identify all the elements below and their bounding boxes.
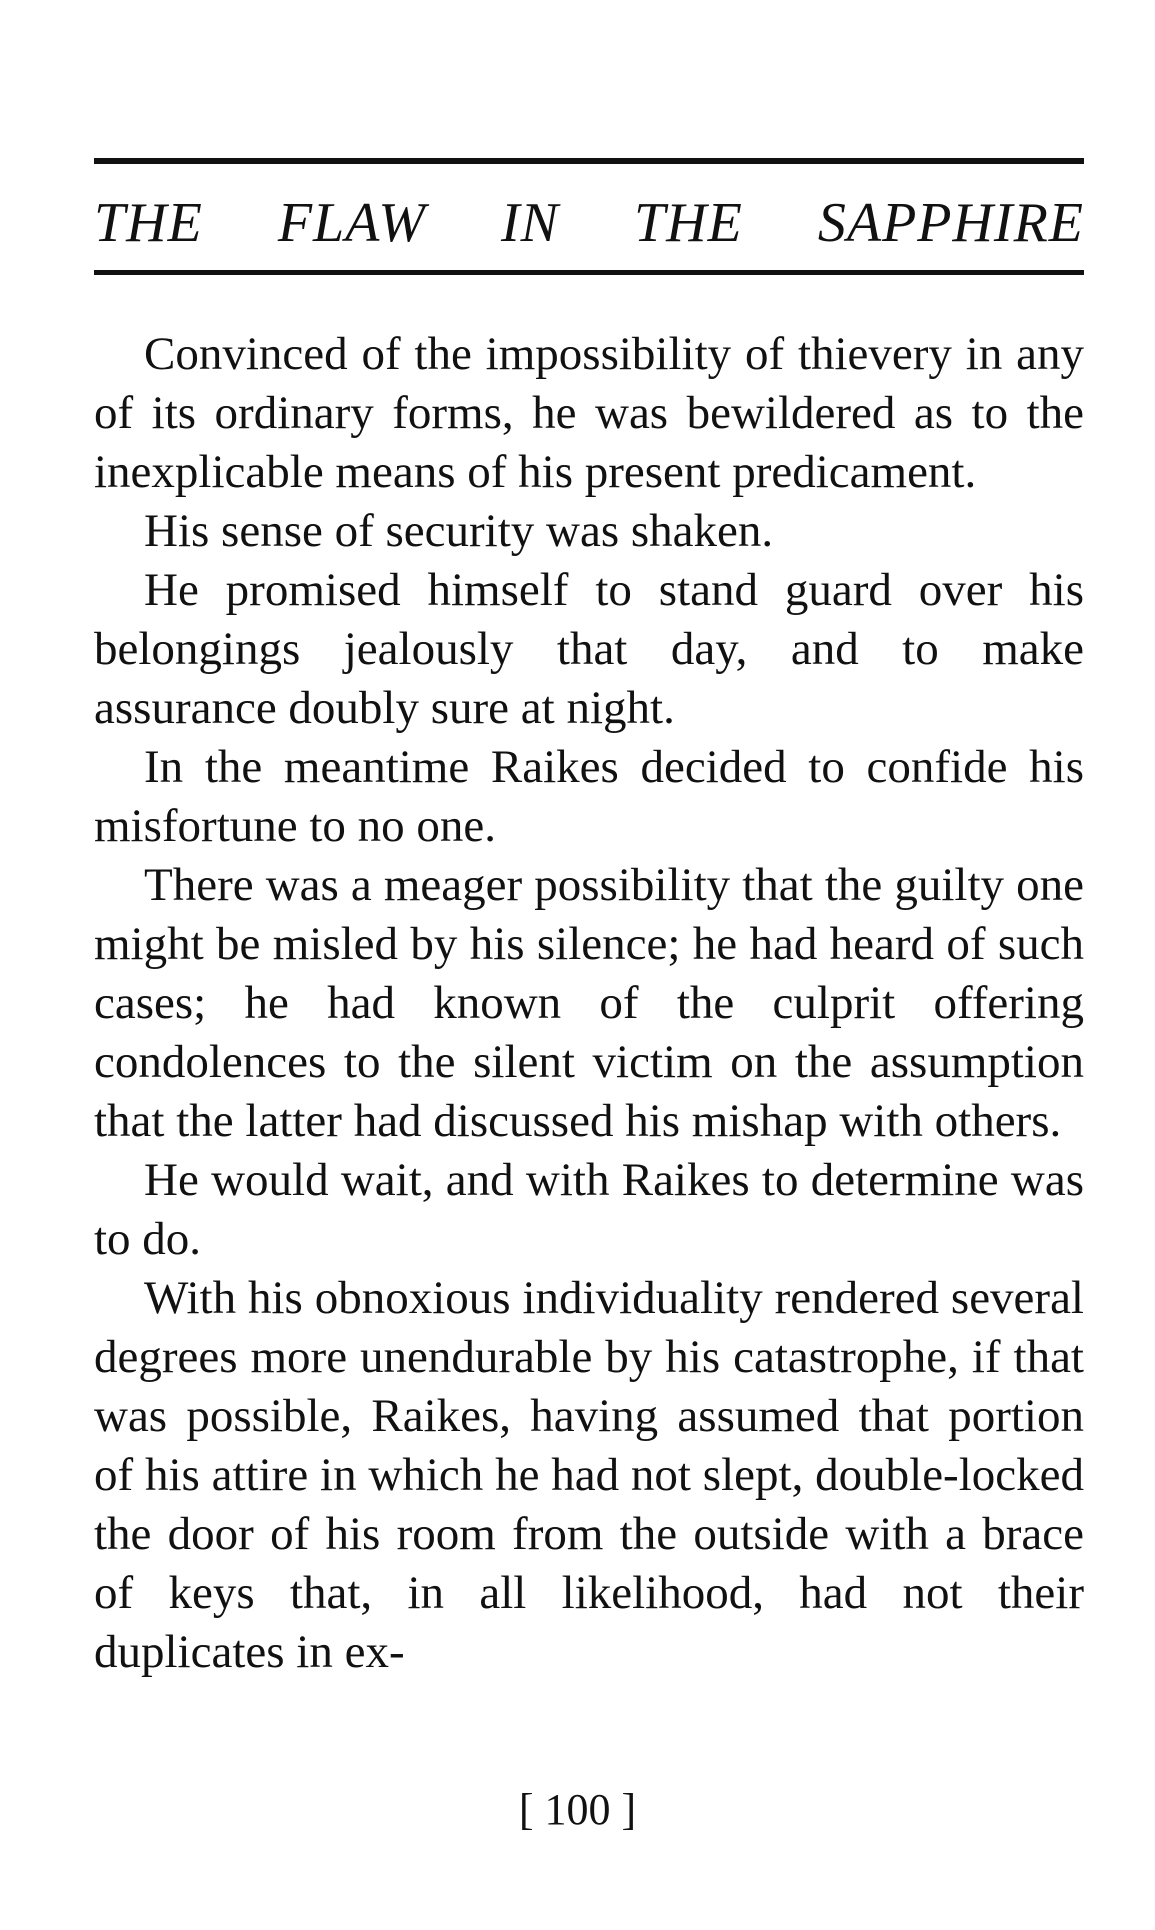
paragraph: There was a meager possibility that the guilty one might be misled by his silence; he had heard of such cases; he had known of the culprit offering condolences to the silent victim on the assumption that the latter had discussed his mishap with others.: [94, 859, 1084, 1147]
body-text: [94, 325, 1084, 1682]
paragraph: He promised himself to stand guard over his belongings jealously that day, and to make assurance doubly sure at night.: [94, 564, 1084, 734]
paragraph: With his obnoxious individuality rendered several degrees more unendurable by his catastrophe, if that was possible, Raikes, having assumed that portion of his attire in which he had not slept, double-locked the door of his room from the outside with a brace of keys that, in all likelihood, had not their duplicates in ex-: [94, 1272, 1084, 1678]
paragraph: His sense of security was shaken.: [144, 505, 774, 557]
page-number: [ 100 ]: [518, 1785, 637, 1834]
paragraph: Convinced of the impossibility of thievery in any of its ordinary forms, he was bewildered as to the inexplicable means of his present predicament.: [94, 328, 1084, 498]
paragraph: He would wait, and with Raikes to determine was to do.: [94, 1154, 1084, 1265]
running-head: THE FLAW IN THE SAPPHIRE: [94, 192, 1084, 254]
header-rule-top: [94, 158, 1084, 164]
header-rule-bottom: [94, 270, 1084, 275]
paragraph: In the meantime Raikes decided to confide his misfortune to no one.: [94, 741, 1084, 852]
